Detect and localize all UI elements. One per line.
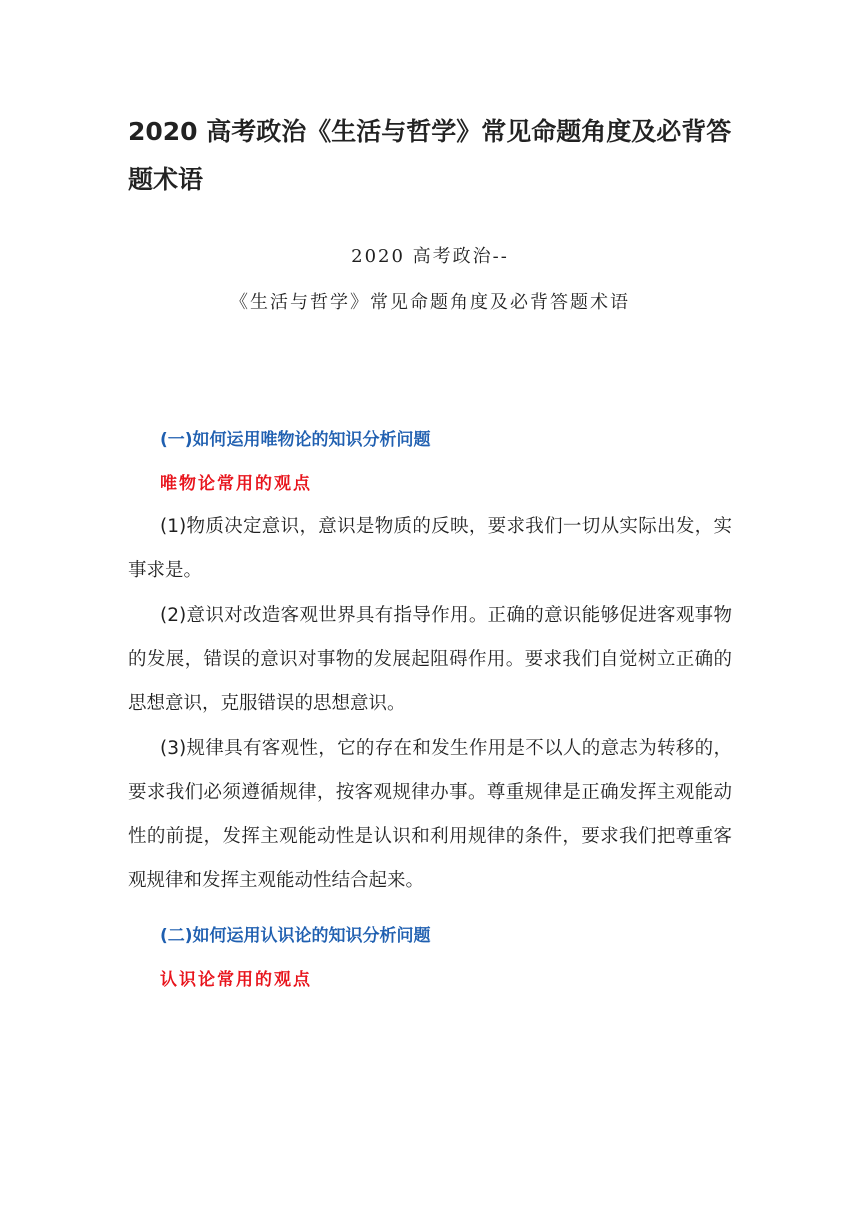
paragraph-2: (2)意识对改造客观世界具有指导作用。正确的意识能够促进客观事物的发展，错误的意识对事物的发展起阻碍作用。要求我们自觉树立正确的思想意识，克服错误的思想意识。: [128, 605, 732, 714]
section-heading-materialism: (一)如何运用唯物论的知识分析问题: [160, 430, 431, 450]
subtitle-line-1: 2020 高考政治--: [351, 246, 509, 267]
subheading-epistemology-views: 认识论常用的观点: [160, 970, 312, 990]
subtitle-line-2: 《生活与哲学》常见命题角度及必背答题术语: [230, 292, 630, 313]
document-title: 2020 高考政治《生活与哲学》常见命题角度及必背答题术语: [128, 117, 732, 194]
section-heading-epistemology: (二)如何运用认识论的知识分析问题: [160, 926, 431, 946]
paragraph-1: (1)物质决定意识，意识是物质的反映，要求我们一切从实际出发，实事求是。: [128, 516, 732, 581]
subheading-materialism-views: 唯物论常用的观点: [160, 474, 312, 494]
paragraph-3: (3)规律具有客观性，它的存在和发生作用是不以人的意志为转移的，要求我们必须遵循规律，按客观规律办事。尊重规律是正确发挥主观能动性的前提，发挥主观能动性是认识和利用规律的条件，要求我们把尊重客观规律和发挥主观能动性结合起来。: [128, 738, 732, 891]
